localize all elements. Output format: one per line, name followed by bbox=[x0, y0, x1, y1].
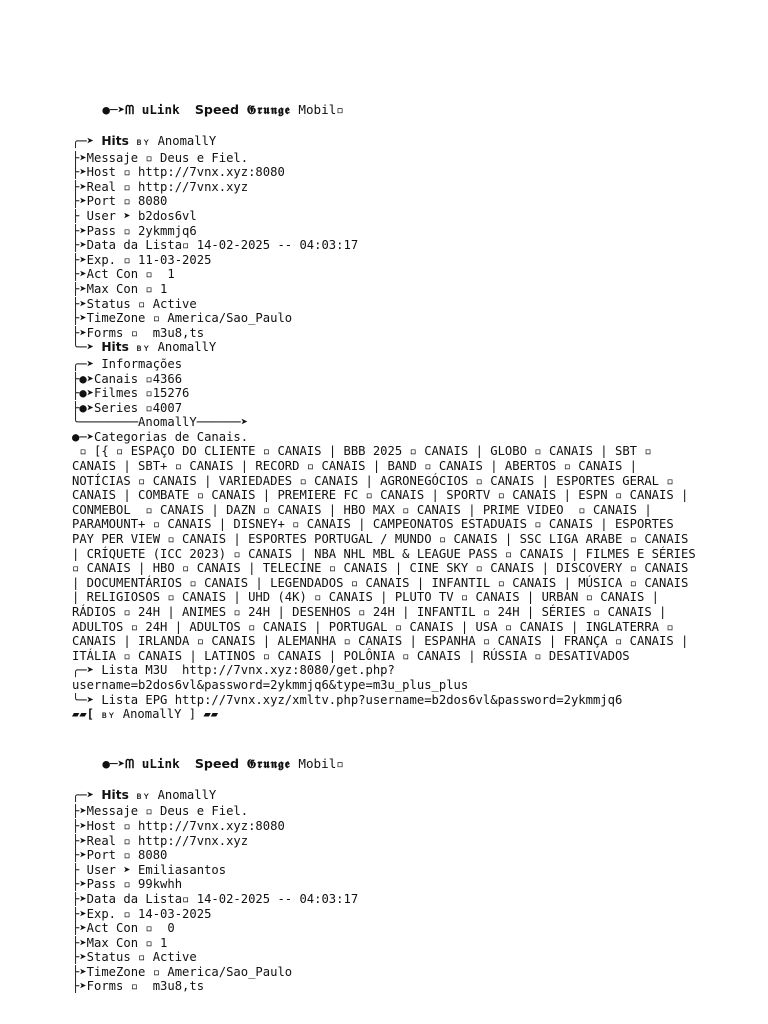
field-host: ├➤Host ▫ http://7vnx.xyz:8080 bbox=[72, 165, 285, 180]
document-page bbox=[72, 86, 702, 994]
info-filmes: ├●➤Filmes ▫15276 bbox=[72, 386, 190, 401]
hits-word: Hits bbox=[101, 340, 129, 355]
info-series: ├●➤Series ▫4007 bbox=[72, 400, 183, 415]
by-word: ʙʏ bbox=[136, 137, 151, 148]
field-port: ├➤Port ▫ 8080 bbox=[72, 194, 168, 209]
field-messaje: ├➤Messaje ▫ Deus e Fiel. bbox=[72, 804, 249, 819]
speed-word: Speed bbox=[194, 755, 240, 771]
info-footer: ╰────────AnomallY──────➤ bbox=[72, 415, 249, 430]
hits-prefix: ╰─➤ bbox=[72, 340, 102, 355]
info-title: ╭─➤ Informações bbox=[72, 356, 183, 371]
field-data-lista: ├➤Data da Lista▫ 14-02-2025 -- 04:03:17 bbox=[72, 891, 359, 906]
field-max-con: ├➤Max Con ▫ 1 bbox=[72, 281, 168, 296]
footer-right-bar: ▰▰ bbox=[203, 707, 219, 722]
hits-prefix: ╭─➤ bbox=[72, 787, 102, 802]
categories-title: ●─➤Categorias de Canais. bbox=[72, 429, 249, 444]
field-status: ├➤Status ▫ Active bbox=[72, 296, 197, 311]
mobile-word: Mobil▫ bbox=[298, 755, 344, 771]
categories-list: ▫ [{ ▫ ESPAÇO DO CLIENTE ▫ CANAIS | BBB 2025 ▫ CANAIS | GLOBO ▫ CANAIS | SBT ▫ CANAIS | SBT+ ▫ CANAIS | RECORD ▫ CANAIS | BAND ▫ CANAIS | ABERTOS ▫ CANAIS | NOTÍCIAS ▫ CANAIS | VARIEDADES ▫ CANAIS | AGRONEGÓCIOS ▫ CANAIS | ESPORTES GERAL ▫ CANAIS | COMBATE ▫ CANAIS | PREMIERE FC ▫ CANAIS | SPORTV ▫ CANAIS | ESPN ▫ CANAIS | CONMEBOL ▫ CANAIS | DAZN ▫ CANAIS | HBO MAX ▫ CANAIS | PRIME VIDEO ▫ CANAIS | PARAMOUNT+ ▫ CANAIS | DISNEY+ ▫ CANAIS | CAMPEONATOS ESTADUAIS ▫ CANAIS | ESPORTES PAY PER VIEW ▫ CANAIS | ESPORTES PORTUGAL / MUNDO ▫ CANAIS | SSC LIGA ARABE ▫ CANAIS | CRÍQUETE (ICC 2023) ▫ CANAIS | NBA NHL MBL & LEAGUE PASS ▫ CANAIS | FILMES E SÉRIES ▫ CANAIS | HBO ▫ CANAIS | TELECINE ▫ CANAIS | CINE SKY ▫ CANAIS | DISCOVERY ▫ CANAIS | DOCUMENTÁRIOS ▫ CANAIS | LEGENDADOS ▫ CANAIS | INFANTIL ▫ CANAIS | MÚSICA ▫ CANAIS | RELIGIOSOS ▫ CANAIS | UHD (4K) ▫ CANAIS | PLUTO TV ▫ CANAIS | URBAN ▫ CANAIS | RÁDIOS ▫ 24H | ANIMES ▫ 24H | DESENHOS ▫ 24H | INFANTIL ▫ 24H | SÉRIES ▫ CANAIS | ADULTOS ▫ 24H | ADULTOS ▫ CANAIS | PORTUGAL ▫ CANAIS | USA ▫ CANAIS | INGLATERRA ▫ CANAIS | IRLANDA ▫ CANAIS | ALEMANHA ▫ CANAIS | ESPANHA ▫ CANAIS | FRANÇA ▫ CANAIS | ITÁLIA ▫ CANAIS | LATINOS ▫ CANAIS | POLÔNIA ▫ CANAIS | RÚSSIA ▫ DESATIVADOS bbox=[72, 444, 704, 663]
block2-header bbox=[72, 740, 702, 788]
footer-left-bar: ▰▰[ bbox=[72, 707, 102, 722]
hits-bottom-line bbox=[72, 340, 702, 357]
field-pass: ├➤Pass ▫ 99kwhh bbox=[72, 877, 183, 892]
field-port: ├➤Port ▫ 8080 bbox=[72, 848, 168, 863]
field-user: ├ User ➤ Emiliasantos bbox=[72, 862, 227, 877]
field-exp: ├➤Exp. ▫ 11-03-2025 bbox=[72, 252, 212, 267]
mobile-word: Mobil▫ bbox=[298, 102, 344, 117]
field-data-lista: ├➤Data da Lista▫ 14-02-2025 -- 04:03:17 bbox=[72, 238, 359, 253]
field-real: ├➤Real ▫ http://7vnx.xyz bbox=[72, 179, 249, 194]
m3u-link[interactable]: ╭─➤ Lista M3U http://7vnx.xyz:8080/get.php?username=b2dos6vl&password=2ykmmjq6&type=m3u_plus_plus bbox=[72, 663, 469, 692]
by-word: ʙʏ bbox=[136, 790, 151, 802]
field-timezone: ├➤TimeZone ▫ America/Sao_Paulo bbox=[72, 964, 293, 979]
hits-word: Hits bbox=[101, 134, 129, 148]
author-name: AnomallY bbox=[157, 340, 217, 355]
field-messaje: ├➤Messaje ▫ Deus e Fiel. bbox=[72, 150, 249, 165]
field-real: ├➤Real ▫ http://7vnx.xyz bbox=[72, 833, 249, 848]
by-word: ʙʏ bbox=[101, 710, 116, 722]
hits-prefix: ╭─➤ bbox=[72, 134, 102, 148]
field-forms: ├➤Forms ▫ m3u8,ts bbox=[72, 979, 205, 994]
field-act-con: ├➤Act Con ▫ 1 bbox=[72, 267, 175, 282]
block-footer bbox=[72, 707, 702, 724]
by-word: ʙʏ bbox=[136, 343, 151, 355]
hits-top-line bbox=[72, 788, 702, 805]
grunge-word: 𝕲𝖗𝖚𝖓𝖌𝖊 bbox=[246, 102, 291, 117]
block1-header bbox=[72, 86, 702, 134]
field-forms: ├➤Forms ▫ m3u8,ts bbox=[72, 325, 205, 340]
field-pass: ├➤Pass ▫ 2ykmmjq6 bbox=[72, 223, 197, 238]
hits-word: Hits bbox=[101, 787, 129, 802]
epg-link[interactable]: ╰─➤ Lista EPG http://7vnx.xyz/xmltv.php?username=b2dos6vl&password=2ykmmjq6 bbox=[72, 692, 623, 707]
author-name: AnomallY bbox=[157, 134, 217, 148]
grunge-word: 𝕲𝖗𝖚𝖓𝖌𝖊 bbox=[246, 755, 291, 771]
field-exp: ├➤Exp. ▫ 14-03-2025 bbox=[72, 906, 212, 921]
hits-top-line bbox=[72, 134, 702, 151]
field-host: ├➤Host ▫ http://7vnx.xyz:8080 bbox=[72, 818, 285, 833]
info-canais: ├●➤Canais ▫4366 bbox=[72, 371, 183, 386]
field-user: ├ User ➤ b2dos6vl bbox=[72, 208, 197, 223]
field-act-con: ├➤Act Con ▫ 0 bbox=[72, 921, 175, 936]
brand-name: ᗰ uLink bbox=[125, 102, 180, 117]
header-lead: ●─➤ bbox=[102, 755, 126, 771]
speed-word: Speed bbox=[194, 102, 240, 117]
author-name: AnomallY bbox=[157, 787, 217, 802]
author-name: AnomallY ] bbox=[115, 707, 204, 722]
field-max-con: ├➤Max Con ▫ 1 bbox=[72, 935, 168, 950]
header-lead: ●─➤ bbox=[102, 102, 126, 117]
brand-name: ᗰ uLink bbox=[125, 755, 180, 771]
field-timezone: ├➤TimeZone ▫ America/Sao_Paulo bbox=[72, 311, 293, 326]
field-status: ├➤Status ▫ Active bbox=[72, 950, 197, 965]
